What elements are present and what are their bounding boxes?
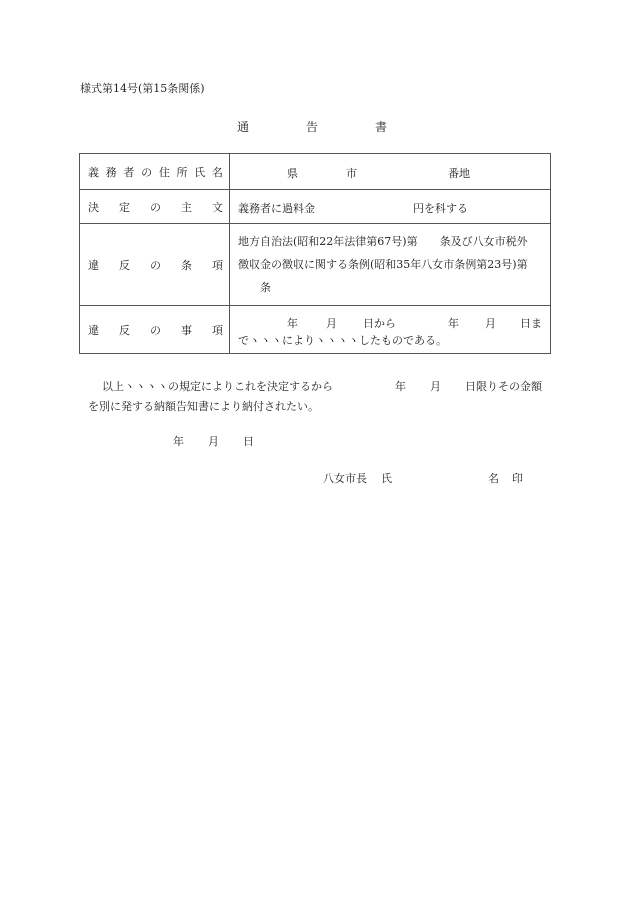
body-month: 月 — [430, 380, 441, 393]
date-month: 月 — [208, 435, 219, 448]
label-char: 名 — [211, 165, 223, 179]
value-decision — [230, 190, 551, 224]
label-char: 決 — [88, 200, 99, 214]
provision-line-2: 徴収金の徴収に関する条例(昭和35年八女市条例第23号)第 — [238, 258, 528, 271]
label-char: の — [141, 165, 153, 179]
value-violation-details — [230, 306, 551, 354]
label-char: 項 — [212, 258, 223, 272]
details-day-to: 日ま — [520, 317, 542, 330]
details-month-2: 月 — [485, 317, 496, 330]
provision-line-1: 地方自治法(昭和22年法律第67号)第 条及び八女市税外 — [238, 235, 528, 248]
title-char-1: 通 — [237, 120, 250, 134]
address-number-label: 番地 — [448, 167, 470, 180]
provision-line-3: 条 — [260, 281, 271, 294]
label-char: 違 — [88, 258, 99, 272]
details-line-2: でヽヽヽによりヽヽヽヽしたものである。 — [238, 334, 447, 347]
label-char: の — [150, 258, 161, 272]
value-violated-provision — [230, 224, 551, 306]
label-char: 所 — [176, 165, 188, 179]
date-day: 日 — [243, 435, 254, 448]
body-line-2: を別に発する納額告知書により納付されたい。 — [88, 400, 319, 413]
seal-label: 印 — [512, 472, 523, 485]
title-char-2: 告 — [306, 120, 319, 134]
details-year: 年 — [287, 317, 298, 330]
body-line-1b: 日限りその金額 — [465, 380, 542, 393]
notice-table — [79, 153, 551, 354]
body-year: 年 — [395, 380, 406, 393]
body-line-1a: 以上ヽヽヽヽの規定によりこれを決定するから — [102, 380, 333, 393]
label-char: 文 — [212, 200, 223, 214]
mayor-title: 八女市長 — [323, 472, 367, 485]
fine-amount-text: 円を科する — [413, 202, 468, 215]
date-year: 年 — [173, 435, 184, 448]
label-char: 違 — [88, 323, 99, 337]
label-char: の — [150, 200, 161, 214]
details-year-2: 年 — [448, 317, 459, 330]
label-char: 反 — [119, 323, 130, 337]
title-char-3: 書 — [375, 120, 388, 134]
row-violation-details — [80, 306, 551, 354]
label-char: 氏 — [194, 165, 206, 179]
label-char: 事 — [181, 323, 192, 337]
label-char: 務 — [105, 165, 117, 179]
label-char: 定 — [119, 200, 130, 214]
fine-text: 義務者に過料金 — [238, 202, 315, 215]
label-char: 主 — [181, 200, 192, 214]
label-violation-details — [80, 306, 230, 354]
label-decision — [80, 190, 230, 224]
label-char: の — [150, 323, 161, 337]
details-day-from: 日から — [363, 317, 396, 330]
row-decision — [80, 190, 551, 224]
name-label: 名 — [488, 472, 499, 485]
label-char: 条 — [181, 258, 192, 272]
details-month: 月 — [326, 317, 337, 330]
label-char: 項 — [212, 323, 223, 337]
city-label: 市 — [346, 167, 357, 180]
label-char: 反 — [119, 258, 130, 272]
row-obligor-address — [80, 154, 551, 190]
mayor-shi: 氏 — [381, 472, 392, 485]
label-char: 者 — [123, 165, 135, 179]
row-violated-provision — [80, 224, 551, 306]
label-obligor-address — [80, 154, 230, 190]
label-char: 義 — [88, 165, 99, 179]
form-number: 様式第14号(第15条関係) — [80, 82, 205, 95]
value-obligor-address — [230, 154, 551, 190]
prefecture-label: 県 — [287, 167, 298, 180]
label-violated-provision — [80, 224, 230, 306]
label-char: 住 — [158, 165, 170, 179]
